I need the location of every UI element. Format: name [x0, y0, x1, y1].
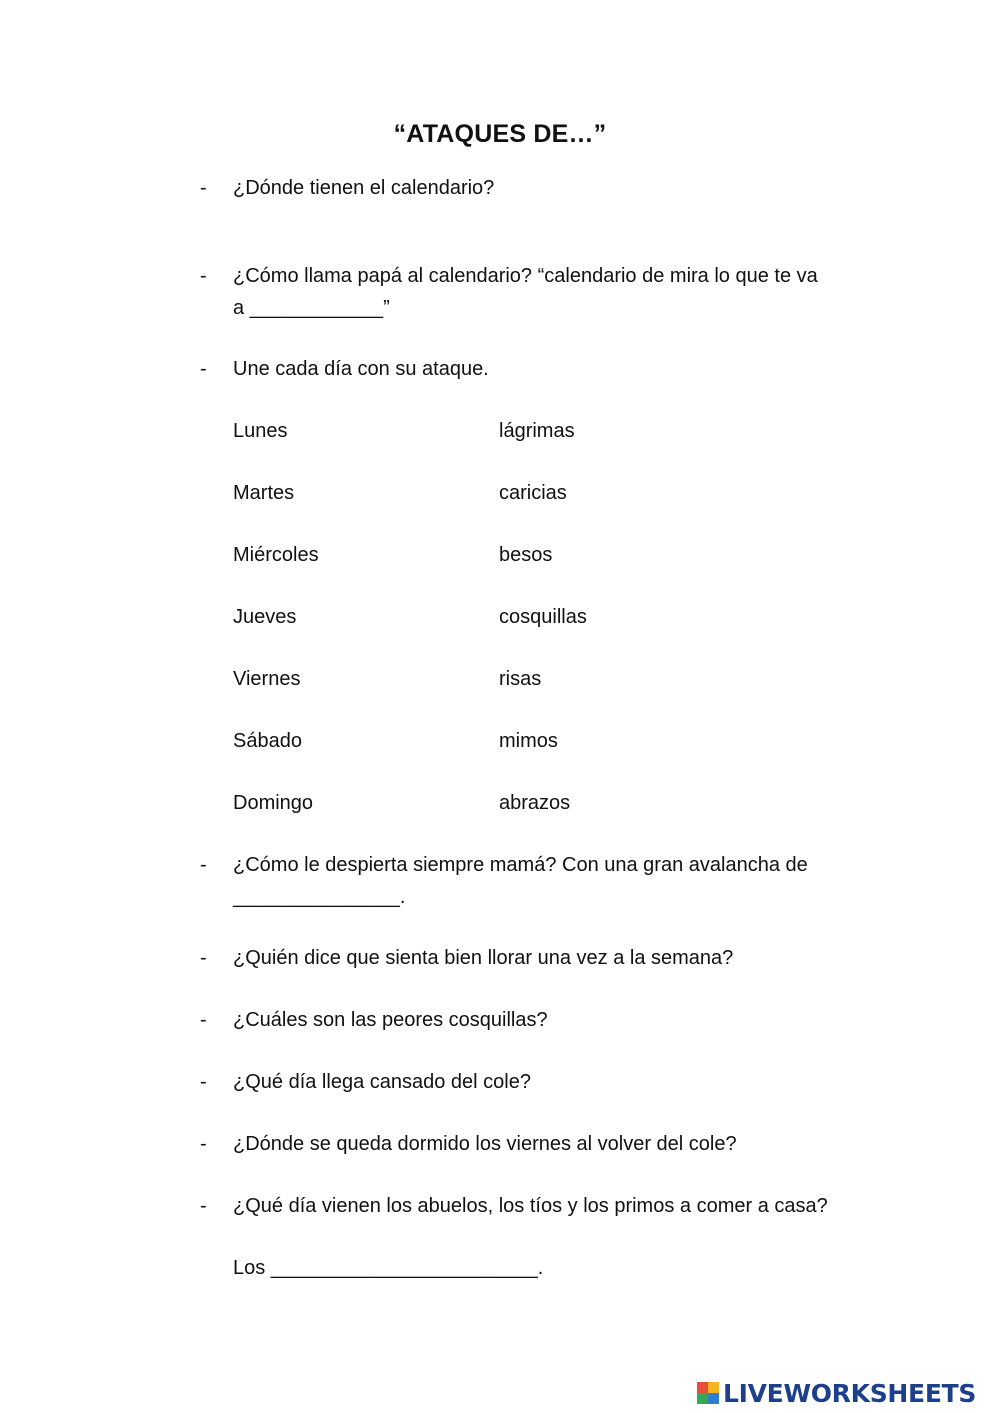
logo-square	[697, 1393, 708, 1404]
day-item[interactable]: Jueves	[233, 606, 297, 628]
question-6-text: ¿Cuáles son las peores cosquillas?	[233, 1009, 548, 1031]
question-4-line-1: ¿Cómo le despierta siempre mamá? Con una gran avalancha de	[233, 854, 808, 876]
day-item[interactable]: Sábado	[233, 730, 302, 752]
logo-square	[708, 1382, 719, 1393]
question-8-text: ¿Dónde se queda dormido los viernes al volver del cole?	[233, 1133, 737, 1155]
question-9-answer-blank[interactable]: Los ________________________.	[233, 1257, 544, 1279]
attack-item[interactable]: besos	[499, 544, 553, 566]
question-2-line-1: ¿Cómo llama papá al calendario? “calendario de mira lo que te va	[233, 265, 818, 287]
question-5-text: ¿Quién dice que sienta bien llorar una vez a la semana?	[233, 947, 734, 969]
attack-item[interactable]: lágrimas	[499, 420, 575, 442]
question-1-text: ¿Dónde tienen el calendario?	[233, 177, 495, 199]
bullet-dash: -	[200, 1133, 207, 1155]
question-9-text: ¿Qué día vienen los abuelos, los tíos y los primos a comer a casa?	[233, 1195, 828, 1217]
question-3-text: Une cada día con su ataque.	[233, 358, 489, 380]
attack-item[interactable]: cosquillas	[499, 606, 587, 628]
bullet-dash: -	[200, 854, 207, 876]
liveworksheets-logo	[697, 1378, 976, 1408]
question-7-text: ¿Qué día llega cansado del cole?	[233, 1071, 531, 1093]
day-item[interactable]: Martes	[233, 482, 295, 504]
attack-item[interactable]: risas	[499, 668, 542, 690]
bullet-dash: -	[200, 1195, 207, 1217]
bullet-dash: -	[200, 1009, 207, 1031]
bullet-dash: -	[200, 1071, 207, 1093]
day-item[interactable]: Viernes	[233, 668, 301, 690]
liveworksheets-logo-icon	[697, 1382, 719, 1404]
attack-item[interactable]: abrazos	[499, 792, 571, 814]
bullet-dash: -	[200, 265, 207, 287]
logo-square	[708, 1393, 719, 1404]
bullet-dash: -	[200, 947, 207, 969]
logo-square	[697, 1382, 708, 1393]
liveworksheets-logo-text: LIVEWORKSHEETS	[723, 1378, 977, 1408]
bullet-dash: -	[200, 358, 207, 380]
attack-item[interactable]: caricias	[499, 482, 567, 504]
day-item[interactable]: Domingo	[233, 792, 314, 814]
bullet-dash: -	[200, 177, 207, 199]
attack-item[interactable]: mimos	[499, 730, 558, 752]
question-2-line-2: a ____________”	[233, 297, 390, 319]
day-item[interactable]: Miércoles	[233, 544, 319, 566]
worksheet-title: “ATAQUES DE…”	[393, 120, 607, 148]
question-4-answer-blank[interactable]: _______________.	[233, 886, 406, 908]
day-item[interactable]: Lunes	[233, 420, 288, 442]
